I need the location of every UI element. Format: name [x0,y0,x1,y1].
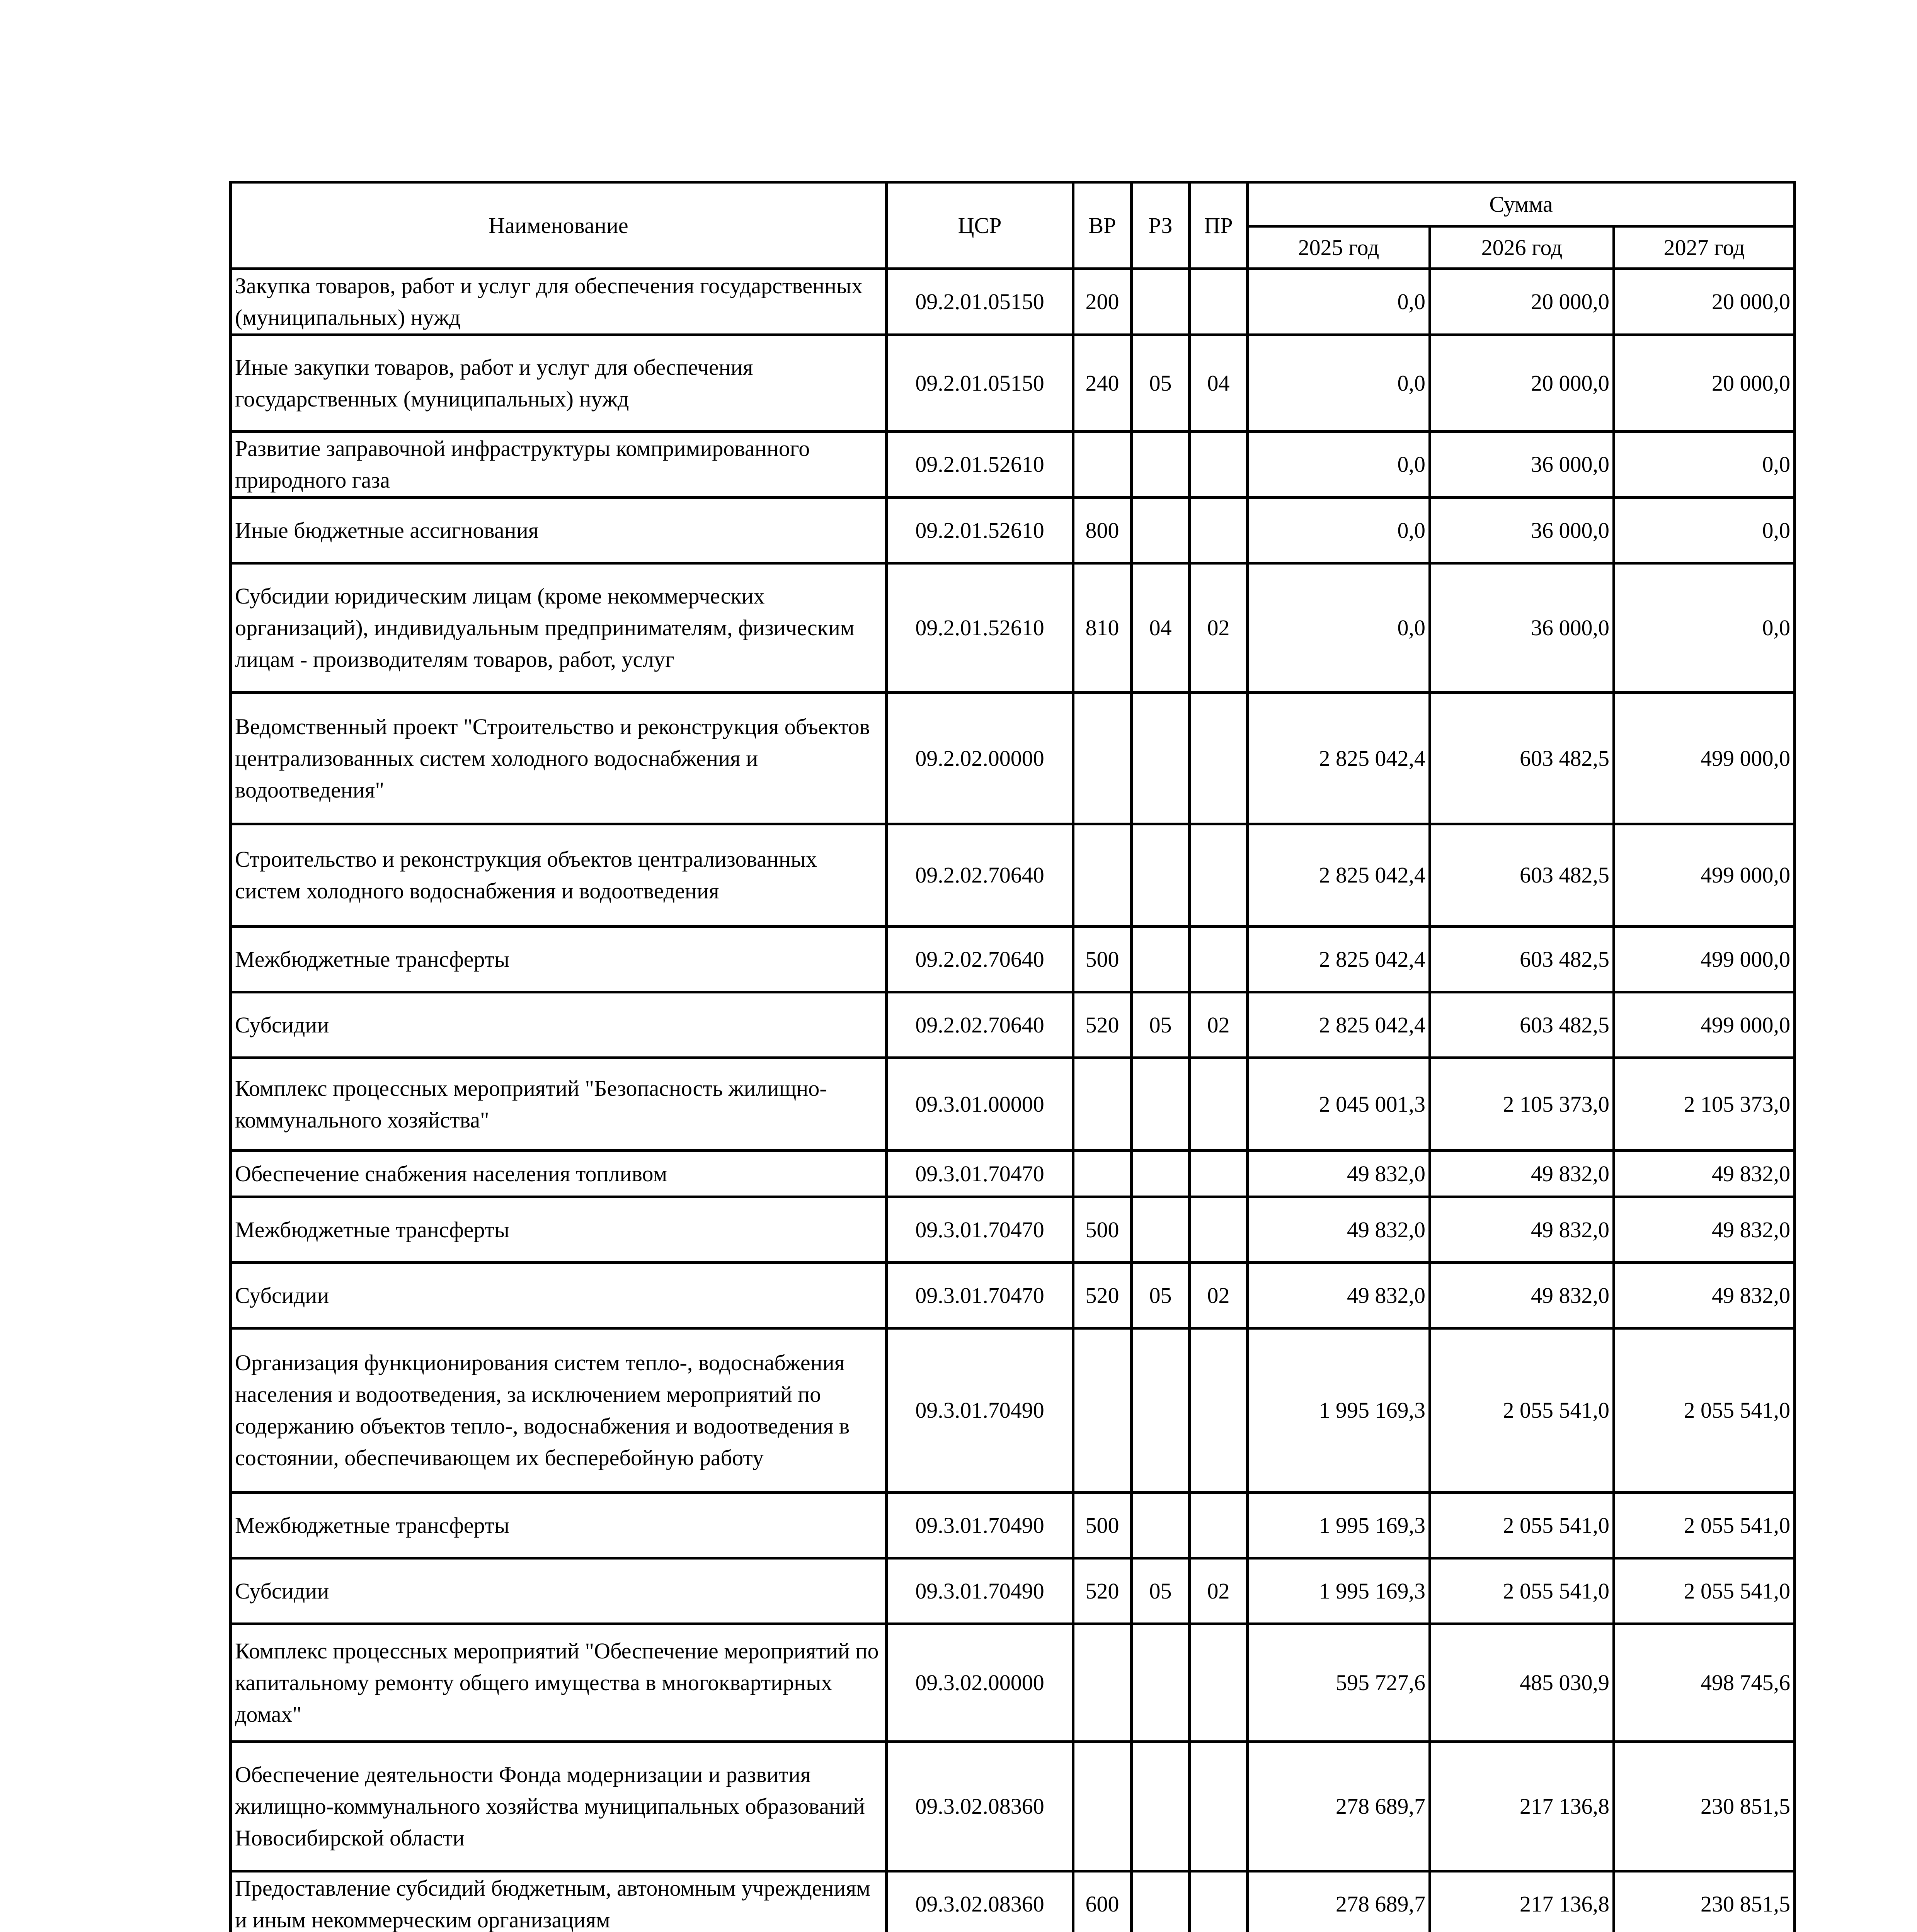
header-2025: 2025 год [1248,226,1430,269]
cell-name: Субсидии [231,992,887,1058]
cell-name: Субсидии [231,1558,887,1624]
cell-y2027: 2 055 541,0 [1614,1328,1795,1493]
cell-rz [1132,1493,1190,1558]
cell-vr: 500 [1073,1493,1132,1558]
table-row [231,693,1795,824]
cell-csr: 09.3.02.00000 [887,1624,1073,1742]
cell-vr [1073,1328,1132,1493]
cell-y2027: 20 000,0 [1614,269,1795,335]
cell-rz [1132,269,1190,335]
cell-name: Субсидии [231,1263,887,1328]
cell-rz: 05 [1132,335,1190,432]
cell-y2027: 499 000,0 [1614,927,1795,992]
cell-csr: 09.2.01.05150 [887,269,1073,335]
cell-rz [1132,1058,1190,1151]
cell-rz [1132,1624,1190,1742]
cell-csr: 09.3.01.70490 [887,1493,1073,1558]
cell-y2027: 49 832,0 [1614,1151,1795,1197]
cell-pr [1190,693,1248,824]
cell-pr [1190,498,1248,563]
cell-name: Иные бюджетные ассигнования [231,498,887,563]
cell-name: Предоставление субсидий бюджетным, автономным учреждениям и иным некоммерческим организациям [231,1871,887,1932]
cell-y2026: 485 030,9 [1430,1624,1614,1742]
cell-name: Обеспечение деятельности Фонда модернизации и развития жилищно-коммунального хозяйства муниципальных образований Новосибирской области [231,1742,887,1871]
cell-vr: 240 [1073,335,1132,432]
cell-rz: 05 [1132,992,1190,1058]
cell-vr: 520 [1073,992,1132,1058]
table-row [231,927,1795,992]
cell-vr: 520 [1073,1263,1132,1328]
table-row [231,1263,1795,1328]
cell-rz: 05 [1132,1263,1190,1328]
cell-rz [1132,1871,1190,1932]
cell-y2027: 230 851,5 [1614,1871,1795,1932]
table-row [231,269,1795,335]
cell-rz: 04 [1132,563,1190,693]
cell-rz [1132,1151,1190,1197]
cell-y2026: 36 000,0 [1430,498,1614,563]
table-row [231,992,1795,1058]
cell-y2025: 1 995 169,3 [1248,1328,1430,1493]
cell-pr [1190,1742,1248,1871]
cell-y2025: 49 832,0 [1248,1151,1430,1197]
cell-csr: 09.2.01.05150 [887,335,1073,432]
cell-name: Развитие заправочной инфраструктуры компримированного природного газа [231,432,887,498]
table-row [231,1151,1795,1197]
cell-vr: 800 [1073,498,1132,563]
cell-y2025: 2 825 042,4 [1248,992,1430,1058]
cell-name: Обеспечение снабжения населения топливом [231,1151,887,1197]
cell-pr [1190,1151,1248,1197]
cell-y2027: 2 055 541,0 [1614,1558,1795,1624]
cell-y2025: 1 995 169,3 [1248,1558,1430,1624]
cell-vr: 500 [1073,927,1132,992]
cell-name: Комплекс процессных мероприятий "Обеспечение мероприятий по капитальному ремонту общего имущества в многоквартирных домах" [231,1624,887,1742]
cell-rz [1132,824,1190,927]
cell-y2025: 1 995 169,3 [1248,1493,1430,1558]
cell-rz [1132,1742,1190,1871]
header-2026: 2026 год [1430,226,1614,269]
cell-y2027: 49 832,0 [1614,1263,1795,1328]
cell-vr [1073,693,1132,824]
cell-csr: 09.3.01.70470 [887,1151,1073,1197]
cell-y2027: 499 000,0 [1614,824,1795,927]
cell-y2025: 0,0 [1248,432,1430,498]
cell-pr [1190,1624,1248,1742]
table-row [231,1558,1795,1624]
header-name: Наименование [231,182,887,269]
cell-vr: 810 [1073,563,1132,693]
cell-csr: 09.2.01.52610 [887,563,1073,693]
cell-csr: 09.3.01.00000 [887,1058,1073,1151]
cell-pr [1190,824,1248,927]
cell-csr: 09.3.02.08360 [887,1742,1073,1871]
cell-y2025: 278 689,7 [1248,1742,1430,1871]
cell-pr [1190,269,1248,335]
cell-y2025: 595 727,6 [1248,1624,1430,1742]
cell-y2027: 2 105 373,0 [1614,1058,1795,1151]
cell-y2027: 499 000,0 [1614,693,1795,824]
table-body [231,269,1795,1932]
table-row [231,335,1795,432]
cell-vr: 600 [1073,1871,1132,1932]
cell-y2025: 278 689,7 [1248,1871,1430,1932]
cell-y2027: 20 000,0 [1614,335,1795,432]
table-row [231,563,1795,693]
cell-pr [1190,1871,1248,1932]
cell-y2025: 0,0 [1248,269,1430,335]
cell-y2027: 230 851,5 [1614,1742,1795,1871]
table-row [231,1871,1795,1932]
header-sum: Сумма [1248,182,1795,226]
cell-y2026: 603 482,5 [1430,824,1614,927]
cell-y2026: 36 000,0 [1430,432,1614,498]
cell-pr [1190,927,1248,992]
cell-pr: 02 [1190,1558,1248,1624]
header-2027: 2027 год [1614,226,1795,269]
table-row [231,1624,1795,1742]
cell-y2025: 0,0 [1248,498,1430,563]
cell-y2026: 603 482,5 [1430,927,1614,992]
cell-y2026: 2 055 541,0 [1430,1328,1614,1493]
cell-vr [1073,1742,1132,1871]
cell-pr [1190,1197,1248,1263]
cell-y2025: 2 825 042,4 [1248,927,1430,992]
cell-y2026: 603 482,5 [1430,992,1614,1058]
cell-y2027: 0,0 [1614,432,1795,498]
cell-pr [1190,432,1248,498]
cell-y2026: 217 136,8 [1430,1742,1614,1871]
cell-y2026: 49 832,0 [1430,1263,1614,1328]
cell-csr: 09.2.01.52610 [887,498,1073,563]
cell-pr [1190,1058,1248,1151]
table-row [231,432,1795,498]
cell-y2026: 603 482,5 [1430,693,1614,824]
cell-name: Строительство и реконструкция объектов централизованных систем холодного водоснабжения и водоотведения [231,824,887,927]
cell-name: Межбюджетные трансферты [231,927,887,992]
cell-y2026: 20 000,0 [1430,335,1614,432]
cell-csr: 09.3.01.70470 [887,1197,1073,1263]
cell-rz [1132,498,1190,563]
cell-pr [1190,1328,1248,1493]
cell-csr: 09.3.02.08360 [887,1871,1073,1932]
cell-y2026: 2 055 541,0 [1430,1493,1614,1558]
cell-name: Комплекс процессных мероприятий "Безопасность жилищно-коммунального хозяйства" [231,1058,887,1151]
cell-y2025: 2 045 001,3 [1248,1058,1430,1151]
cell-y2025: 2 825 042,4 [1248,824,1430,927]
table-row [231,498,1795,563]
table-row [231,1742,1795,1871]
cell-rz [1132,693,1190,824]
cell-name: Ведомственный проект "Строительство и реконструкция объектов централизованных систем холодного водоснабжения и водоотведения" [231,693,887,824]
cell-pr: 02 [1190,563,1248,693]
cell-vr: 500 [1073,1197,1132,1263]
cell-rz [1132,1197,1190,1263]
cell-name: Организация функционирования систем тепло-, водоснабжения населения и водоотведения, за исключением мероприятий по содержанию объектов тепло-, водоснабжения и водоотведения в состоянии, обеспечивающем их бесперебойную работу [231,1328,887,1493]
cell-csr: 09.2.02.70640 [887,992,1073,1058]
cell-csr: 09.3.01.70490 [887,1328,1073,1493]
cell-name: Закупка товаров, работ и услуг для обеспечения государственных (муниципальных) нужд [231,269,887,335]
cell-y2026: 20 000,0 [1430,269,1614,335]
cell-csr: 09.2.02.00000 [887,693,1073,824]
cell-y2025: 0,0 [1248,335,1430,432]
table-row [231,824,1795,927]
table-row [231,1197,1795,1263]
cell-csr: 09.3.01.70470 [887,1263,1073,1328]
header-pr: ПР [1190,182,1248,269]
cell-name: Межбюджетные трансферты [231,1197,887,1263]
cell-y2026: 49 832,0 [1430,1151,1614,1197]
table-row [231,1493,1795,1558]
cell-vr [1073,432,1132,498]
cell-csr: 09.2.02.70640 [887,927,1073,992]
cell-name: Иные закупки товаров, работ и услуг для обеспечения государственных (муниципальных) нужд [231,335,887,432]
cell-vr [1073,1624,1132,1742]
header-vr: ВР [1073,182,1132,269]
cell-y2027: 0,0 [1614,498,1795,563]
cell-vr [1073,1151,1132,1197]
cell-pr: 02 [1190,992,1248,1058]
cell-csr: 09.3.01.70490 [887,1558,1073,1624]
cell-rz: 05 [1132,1558,1190,1624]
cell-pr: 02 [1190,1263,1248,1328]
cell-rz [1132,432,1190,498]
cell-y2026: 217 136,8 [1430,1871,1614,1932]
cell-y2027: 498 745,6 [1614,1624,1795,1742]
cell-pr [1190,1493,1248,1558]
header-csr: ЦСР [887,182,1073,269]
cell-y2025: 0,0 [1248,563,1430,693]
cell-y2027: 49 832,0 [1614,1197,1795,1263]
cell-y2026: 36 000,0 [1430,563,1614,693]
cell-y2025: 49 832,0 [1248,1197,1430,1263]
cell-vr [1073,1058,1132,1151]
cell-y2025: 49 832,0 [1248,1263,1430,1328]
table-row [231,1328,1795,1493]
cell-vr: 200 [1073,269,1132,335]
cell-rz [1132,927,1190,992]
cell-y2027: 2 055 541,0 [1614,1493,1795,1558]
budget-table [229,181,1796,1932]
cell-name: Межбюджетные трансферты [231,1493,887,1558]
cell-y2026: 2 105 373,0 [1430,1058,1614,1151]
header-rz: РЗ [1132,182,1190,269]
cell-y2026: 2 055 541,0 [1430,1558,1614,1624]
cell-name: Субсидии юридическим лицам (кроме некоммерческих организаций), индивидуальным предпринимателям, физическим лицам - производителям товаров, работ, услуг [231,563,887,693]
cell-rz [1132,1328,1190,1493]
cell-y2027: 499 000,0 [1614,992,1795,1058]
cell-y2026: 49 832,0 [1430,1197,1614,1263]
cell-csr: 09.2.02.70640 [887,824,1073,927]
table-row [231,1058,1795,1151]
cell-csr: 09.2.01.52610 [887,432,1073,498]
cell-y2027: 0,0 [1614,563,1795,693]
cell-vr: 520 [1073,1558,1132,1624]
cell-pr: 04 [1190,335,1248,432]
cell-vr [1073,824,1132,927]
cell-y2025: 2 825 042,4 [1248,693,1430,824]
